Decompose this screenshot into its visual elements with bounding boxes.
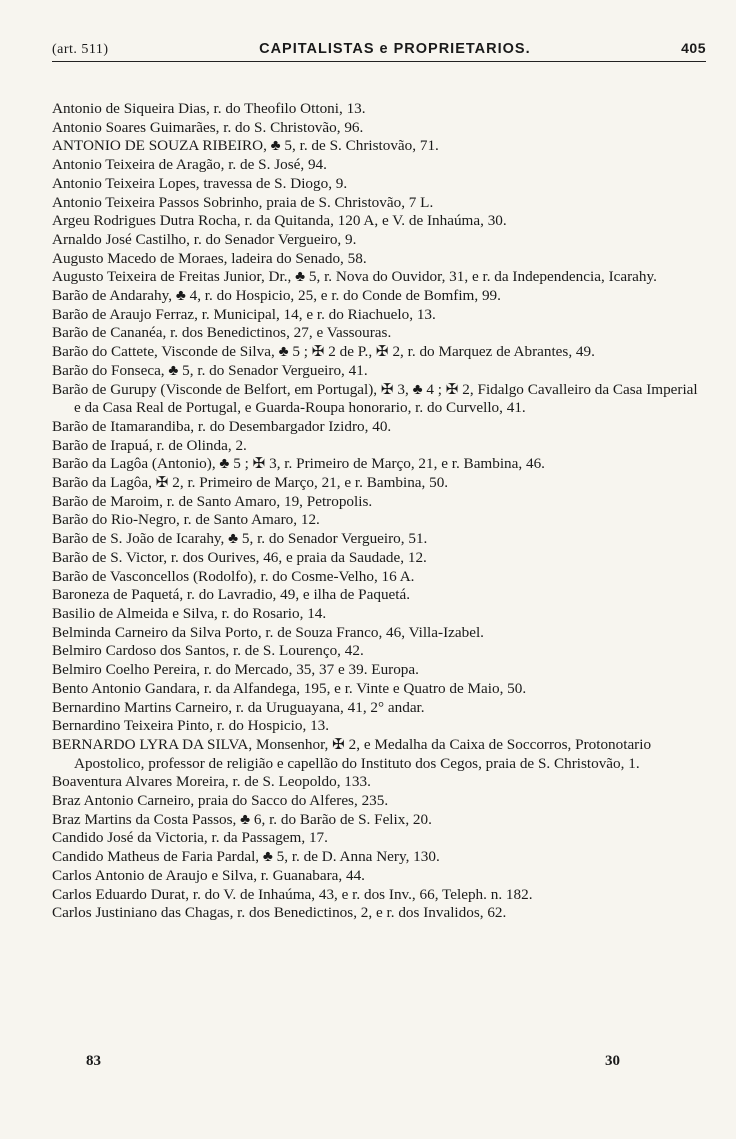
directory-entry: Boaventura Alvares Moreira, r. de S. Leopoldo, 133. <box>52 773 371 791</box>
directory-entry: Candido Matheus de Faria Pardal, ♣ 5, r. de D. Anna Nery, 130. <box>52 848 440 866</box>
directory-entry: Braz Martins da Costa Passos, ♣ 6, r. do Barão de S. Felix, 20. <box>52 810 432 828</box>
directory-entry: ANTONIO DE SOUZA RIBEIRO, ♣ 5, r. de S. Christovão, 71. <box>52 137 439 155</box>
directory-entry: Barão de Andarahy, ♣ 4, r. do Hospicio, 25, e r. do Conde de Bomfim, 99. <box>52 287 501 305</box>
directory-entry: Barão da Lagôa, ✠ 2, r. Primeiro de Março, 21, e r. Bambina, 50. <box>52 474 449 492</box>
directory-entry: Barão de Maroim, r. de Santo Amaro, 19, Petropolis. <box>52 492 373 510</box>
directory-entry: Barão de Vasconcellos (Rodolfo), r. do Cosme-Velho, 16 A. <box>52 567 415 585</box>
directory-entry: Carlos Justiniano das Chagas, r. dos Benedictinos, 2, e r. dos Invalidos, 62. <box>52 904 507 922</box>
directory-entry: Barão de Araujo Ferraz, r. Municipal, 14, e r. do Riachuelo, 13. <box>52 305 436 323</box>
directory-entry: Argeu Rodrigues Dutra Rocha, r. da Quitanda, 120 A, e V. de Inhaúma, 30. <box>52 212 507 230</box>
directory-entry: Augusto Macedo de Moraes, ladeira do Senado, 58. <box>52 249 367 267</box>
directory-entry: Baroneza de Paquetá, r. do Lavradio, 49, e ilha de Paquetá. <box>52 586 411 604</box>
directory-entry: Augusto Teixeira de Freitas Junior, Dr., ♣ 5, r. Nova do Ouvidor, 31, e r. da Independencia, Icarahy. <box>52 268 657 286</box>
directory-entry: Belmiro Cardoso dos Santos, r. de S. Lourenço, 42. <box>52 642 364 660</box>
directory-entry: Bernardino Martins Carneiro, r. da Uruguayana, 41, 2° andar. <box>52 698 425 716</box>
directory-entry: Carlos Antonio de Araujo e Silva, r. Guanabara, 44. <box>52 866 365 884</box>
directory-entry: Barão de Itamarandiba, r. do Desembargador Izidro, 40. <box>52 417 392 435</box>
directory-entry: Barão de S. Victor, r. dos Ourives, 46, e praia da Saudade, 12. <box>52 548 427 566</box>
directory-entry: BERNARDO LYRA DA SILVA, Monsenhor, ✠ 2, e Medalha da Caixa de Soccorros, Protonotario Apostolico, professor de religião e capellão do Instituto dos Cegos, praia de S. Christovão, 1. <box>52 735 652 772</box>
directory-entry: Carlos Eduardo Durat, r. do V. de Inhaúma, 43, e r. dos Inv., 66, Teleph. n. 182. <box>52 885 533 903</box>
directory-entry: Antonio Soares Guimarães, r. do S. Christovão, 96. <box>52 118 364 136</box>
directory-entry: Arnaldo José Castilho, r. do Senador Vergueiro, 9. <box>52 230 357 248</box>
footer-mark: 30 <box>605 1053 620 1069</box>
directory-entry: Antonio de Siqueira Dias, r. do Theofilo Ottoni, 13. <box>52 100 366 117</box>
directory-entry: Barão do Cattete, Visconde de Silva, ♣ 5 ; ✠ 2 de P., ✠ 2, r. do Marquez de Abrantes, 49. <box>52 343 595 361</box>
directory-entry: Barão de Cananéa, r. dos Benedictinos, 27, e Vassouras. <box>52 324 392 342</box>
directory-entry: Braz Antonio Carneiro, praia do Sacco do Alferes, 235. <box>52 792 389 810</box>
entry-list <box>52 100 706 923</box>
directory-entry: Barão do Fonseca, ♣ 5, r. do Senador Vergueiro, 41. <box>52 361 368 379</box>
page-number: 405 <box>681 40 706 56</box>
page-footer <box>86 1053 620 1070</box>
directory-entry: Antonio Teixeira de Aragão, r. de S. José, 94. <box>52 156 327 174</box>
directory-entry: Antonio Teixeira Passos Sobrinho, praia de S. Christovão, 7 L. <box>52 193 434 211</box>
signature-mark: 83 <box>86 1053 101 1069</box>
directory-entry: Barão da Lagôa (Antonio), ♣ 5 ; ✠ 3, r. Primeiro de Março, 21, e r. Bambina, 46. <box>52 455 545 473</box>
page-header <box>52 40 706 62</box>
directory-entry: Barão de S. João de Icarahy, ♣ 5, r. do Senador Vergueiro, 51. <box>52 530 428 548</box>
article-reference: (art. 511) <box>52 42 109 57</box>
directory-entry: Belmiro Coelho Pereira, r. do Mercado, 35, 37 e 39. Europa. <box>52 661 419 679</box>
directory-entry: Bernardino Teixeira Pinto, r. do Hospicio, 13. <box>52 717 330 735</box>
directory-entry: Antonio Teixeira Lopes, travessa de S. Diogo, 9. <box>52 174 348 192</box>
directory-entry: Barão de Gurupy (Visconde de Belfort, em Portugal), ✠ 3, ♣ 4 ; ✠ 2, Fidalgo Cavalleiro da Casa Imperial e da Casa Real de Portugal, e Guarda-Roupa honorario, r. do Curvello, 41. <box>52 380 698 417</box>
directory-entry: Belminda Carneiro da Silva Porto, r. de Souza Franco, 46, Villa-Izabel. <box>52 623 484 641</box>
directory-entry: Basilio de Almeida e Silva, r. do Rosario, 14. <box>52 604 327 622</box>
page-title: CAPITALISTAS e PROPRIETARIOS. <box>259 41 531 57</box>
directory-entry: Bento Antonio Gandara, r. da Alfandega, 195, e r. Vinte e Quatro de Maio, 50. <box>52 679 527 697</box>
directory-entry: Barão do Rio-Negro, r. de Santo Amaro, 12. <box>52 511 320 529</box>
directory-entry: Candido José da Victoria, r. da Passagem, 17. <box>52 829 328 847</box>
directory-entry: Barão de Irapuá, r. de Olinda, 2. <box>52 436 247 454</box>
